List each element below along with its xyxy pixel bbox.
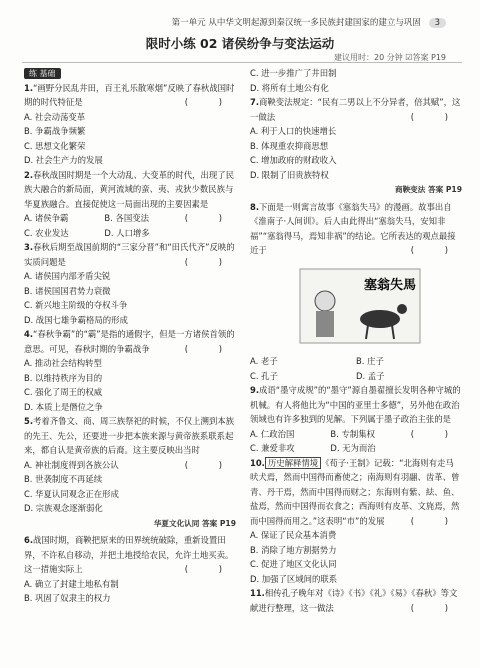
running-header [172,16,446,28]
question-stem-line [24,327,236,356]
option-b[interactable]: D. 将所有土地公有化 [250,82,329,93]
option-c[interactable]: C. 思想文化繁荣 [24,140,86,151]
answer-page-ref: 答案 P19 [428,185,462,194]
time-and-answer-note: 建议用时：20 分钟 ☑答案 P19 [334,53,446,62]
question-stem: 春秋后期至战国前期的“三家分晋”和“田氏代齐”反映的实质问题是 [24,242,235,267]
option-a[interactable]: A. 利于人口的快速增长 [250,126,337,136]
question-number: 11. [250,588,265,598]
option-b[interactable]: B. 以维持秩序为目的 [24,372,103,383]
option-a[interactable]: A. 推动社会结构转型 [24,358,102,368]
answer-blank[interactable]: ( ) [184,256,236,267]
question-number: 6. [24,535,34,545]
option-a[interactable]: C. 进一步推广了井田制 [250,68,337,78]
option-a[interactable]: A. 仁政治国 [250,428,295,439]
option-c[interactable]: C. 促进了地区文化认同 [250,559,337,569]
answer-reference [24,517,236,532]
option-d[interactable]: D. 孟子 [356,370,385,381]
option-c[interactable]: C. 新兴地主阶级的夺权斗争 [24,300,128,310]
option-b[interactable]: B. 消除了地方割据势力 [250,544,337,555]
option-b[interactable]: B. 巩固了奴隶主的权力 [24,593,111,603]
question-stem-line [24,81,236,110]
question-stem-line [250,456,462,529]
question [250,66,462,95]
question-stem: “春秋争霸”的“霸”是指的通假字，但是一方诸侯首领的意思。可见，春秋时期的争霸战争 [24,329,235,354]
question-number: 4. [24,329,34,339]
question-stem-line [24,533,236,577]
question-stem: 下面是一则寓言故事《塞翁失马》的漫画。故事出自《淮南子·人间训》。后人由此得出“塞翁失马，安知非福”“塞翁得马，焉知非祸”的结论。它所表达的观点最接近于 [250,201,456,255]
question-stem-line [24,240,236,269]
option-d[interactable]: D. 战国七雄争霸格局的形成 [24,314,128,325]
option-b[interactable]: B. 体现重农抑商思想 [250,140,329,151]
answer-topic: 华夏文化认同 [153,518,200,528]
option-a[interactable]: A. 社会动荡变革 [24,111,86,122]
option-c[interactable]: C. 华夏认同观念正在形成 [24,488,119,499]
question-stem: 商鞅变法规定：“民有二男以上不分异者，倍其赋”，这一做法 [250,97,461,122]
option-d[interactable]: D. 无为而治 [330,443,376,453]
question-stem-line [250,200,462,258]
answer-blank[interactable]: ( ) [184,564,236,574]
question-number: 8. [250,201,260,212]
option-a[interactable]: A. 神社制度得到各族公认 [24,459,119,470]
question-number: 10. [250,457,265,468]
option-b[interactable]: B. 各国变法 [104,213,149,223]
question-stem: 战国时期，商鞅把原来的田界统统破除，重新设置田界，不许私自移动，并把土地授给农民，允许土地买卖。这一措施实际上 [24,535,234,574]
option-b[interactable]: B. 专制集权 [330,428,375,439]
option-d[interactable]: D. 加强了区域间的联系 [250,573,338,584]
answer-topic: 商鞅变法 [395,185,426,194]
question [24,414,236,531]
answer-reference [250,183,462,198]
section-label: 练 基础 [24,66,236,81]
options [24,577,236,606]
option-b[interactable]: B. 庄子 [356,356,384,366]
question-stem: 成语“墨守成规”的“墨守”源自墨翟擅长发明各种守城的机械。有人将他比为“中国的亚里士多德”，另外他在政治领域也有许多独到的见解。下列属于墨子政治主张的是 [250,385,461,424]
question-stem: 考着齐鲁文、商、周三族祭祀的时候，不仅上溯到本族的先王、先公，还要进一步把本族来源与黄帝族系联系起来，都自认是黄帝族的后裔。这主要反映出当时 [24,416,235,455]
options [250,354,462,383]
options [250,427,411,456]
answer-blank[interactable]: ( ) [184,213,236,223]
question [24,533,236,606]
question [24,81,236,168]
options [250,528,462,586]
answer-blank[interactable]: ( ) [410,111,462,122]
question-stem: “画野分民乱井田，百王礼乐散寒烟”反映了春秋战国时期的时代特征是 [24,82,235,107]
question-stem: 《荀子·王制》记载：“北海则有走马吠犬焉，然而中国得而畜使之；南海则有羽翮、齿革、曾青、丹干焉，然而中国得而财之；东海则有紫、紶、鱼、盐焉，然而中国得而衣食之；西海则有皮革、文旄焉，然而中国得而用之。”这表明“市”的发展 [250,457,460,526]
option-a[interactable]: A. 老子 [250,356,278,366]
answer-blank[interactable]: ( ) [410,515,462,526]
answer-blank[interactable]: ( ) [410,602,462,613]
options [250,124,462,182]
options [24,269,236,327]
option-a[interactable]: A. 保证了民众基本消费 [250,530,337,540]
option-b[interactable]: B. 争霸战争频繁 [24,126,86,136]
question-stem-line [250,586,462,615]
option-d[interactable]: D. 人口增多 [104,227,150,238]
cartoon-illustration [250,261,462,347]
answer-page-ref: 答案 P19 [202,518,236,528]
options [24,110,236,168]
answer-blank[interactable]: ( ) [410,428,462,439]
answer-blank[interactable]: ( ) [184,97,236,107]
cartoon-caption: 塞翁失馬 [363,277,417,293]
question-number: 2. [24,169,34,180]
question [24,327,236,414]
options [250,66,462,95]
question-tag: 历史解释情境 [265,457,321,469]
question-number: 7. [250,97,260,107]
question [24,168,236,241]
answer-blank[interactable]: ( ) [184,459,236,470]
option-d[interactable]: D. 限制了旧贵族特权 [250,169,329,180]
question [250,200,462,384]
option-a[interactable]: A. 确立了封建土地私有制 [24,578,119,589]
left-column [24,66,236,606]
answer-blank[interactable]: ( ) [410,245,462,255]
option-c[interactable]: C. 兼爱非攻 [250,443,295,453]
question [250,456,462,587]
options [24,356,236,414]
question-number: 9. [250,385,260,395]
option-b[interactable]: B. 世袭制度不再延续 [24,474,103,484]
question [24,240,236,327]
question [250,586,462,615]
option-d[interactable]: D. 宗族观念逐渐弱化 [24,503,103,513]
question-stem: 春秋战国时期是一个大动乱、大变革的时代，出现了民族大融合的新局面，黄河流域的蛮、夷、戎狄少数民族与华夏族融合。直接促使这一局面出现的主要因素是 [24,169,235,209]
header-text: 第一单元 从中华文明起源到秦汉统一多民族封建国家的建立与巩固 [171,18,421,28]
answer-blank[interactable]: ( ) [184,343,236,354]
question [250,383,462,456]
option-d[interactable]: D. 本质上是僭位之争 [24,401,103,412]
page-number: 3 [429,18,446,28]
question-number: 1. [24,82,34,93]
page-title: 限时小练 02 诸侯纷争与变法运动 [145,36,335,51]
right-column [250,66,462,615]
question [250,95,462,198]
question-number: 5. [24,416,34,426]
option-c[interactable]: C. 孔子 [250,370,278,381]
option-d[interactable]: D. 社会生产力的发展 [24,155,103,165]
option-a[interactable]: A. 诸侯国内部矛盾尖锐 [24,271,111,281]
option-c[interactable]: C. 强化了周王的权威 [24,387,103,397]
option-c[interactable]: C. 农业发达 [24,227,69,238]
question-stem: 相传孔子晚年对《诗》《书》《礼》《易》《春秋》等文献进行整理，这一做法 [250,588,458,613]
option-b[interactable]: B. 诸侯国国君势力衰微 [24,285,111,296]
question-stem-line [250,95,462,124]
option-a[interactable]: A. 诸侯争霸 [24,213,69,223]
option-c[interactable]: C. 增加政府的财政收入 [250,155,337,165]
divider [22,62,462,63]
options [24,211,185,240]
question-number: 3. [24,242,34,252]
